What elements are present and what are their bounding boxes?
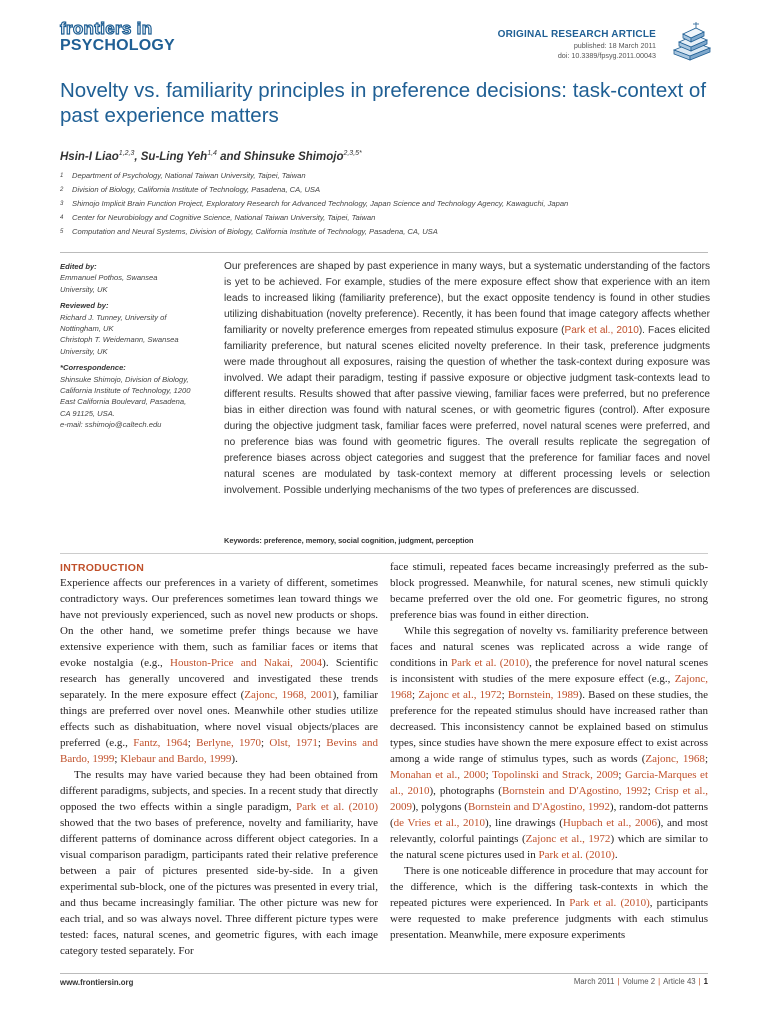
citation-link[interactable]: Monahan et al., 2000	[390, 769, 486, 781]
reviewer-line: University, UK	[60, 346, 108, 356]
section-divider	[60, 553, 708, 554]
citation-link[interactable]: Park et al. (2010)	[451, 657, 530, 669]
author-name: Hsin-I Liao	[60, 150, 119, 163]
paragraph: The results may have varied because they had been obtained from different paradigms, subjects, and species. In a recent study that directly opposed the two effects within a single paradigm, Park et al. (2010) showed that the two bases of preference, novelty and familiarity, have different patterns of dominance across different object categories. In a visual comparison paradigm, participants rated their relative preference between a pair of pictures presented side-by-side. In a given experimental sub-block, one of the pictures was presented in every trial, and thus became increasingly familiar. The other picture was new for each trial, and so was always novel. Three different picture types were tested: faces, natural scenes, and geometric figures, with each image category tested separately. For	[60, 769, 378, 957]
citation-link[interactable]: Zajonc, 1968	[390, 673, 708, 701]
published-date: published: 18 March 2011	[573, 41, 656, 50]
citation-link[interactable]: Park et al., 2010	[564, 325, 639, 336]
paragraph: Experience affects our preferences in a variety of different, sometimes contradictory ways. Our preferences sometimes lean toward things we have not previously experienced, such as novel new products or shops. On the other hand, we sometime prefer things because we have extensive experience with them, such as familiar faces or items that evoke nostalgia (e.g., Houston-Price and Nakai, 2004). Scientific research has generally uncovered and investigated these trends separately. In the mere exposure effect (Zajonc, 1968, 2001), familiar things are preferred over novel ones. Meanwhile other studies utilize effects such as dishabituation, where novel visual objects/places are preferred (e.g., Fantz, 1964; Berlyne, 1970; Olst, 1971; Bevins and Bardo, 1999; Klebaur and Bardo, 1999).	[60, 577, 378, 765]
editor-line: University, UK	[60, 284, 108, 294]
footer-divider	[60, 973, 708, 974]
affiliation: 4 Center for Neurobiology and Cognitive Science, National Taiwan University, Taipei, Taiwan	[60, 213, 376, 222]
footer-page-info: March 2011 | Volume 2 | Article 43 | 1	[573, 977, 708, 986]
reviewer-line: Richard J. Tunney, University of	[60, 312, 167, 322]
citation-link[interactable]: Bevins and Bardo, 1999	[60, 737, 378, 765]
footer-volume: Volume 2	[622, 977, 656, 986]
correspondence-line: East California Boulevard, Pasadena,	[60, 397, 187, 407]
article-info-sidebar	[60, 261, 215, 431]
correspondence-label: *Correspondence:	[60, 363, 126, 373]
body-column-left	[60, 575, 378, 959]
body-column-right	[390, 559, 708, 943]
author-list: Hsin-I Liao$^{1,2,3}$, Su-Ling Yeh$^{1,4}$ and Shinsuke Shimojo$^{2,3,5*}$	[60, 150, 362, 163]
keywords-label: Keywords:	[224, 536, 262, 545]
footer-date: March 2011	[573, 977, 615, 986]
paragraph: face stimuli, repeated faces became increasingly preferred as the sub-block progressed. Meanwhile, for natural scenes, new stimuli quickly became preferred over the old one. For geometric figures, no strong preference bias was found in either direction.	[390, 561, 708, 621]
journal-name-line1: frontiers in	[60, 19, 153, 38]
keywords-text: preference, memory, social cognition, judgment, perception	[261, 536, 474, 545]
citation-link[interactable]: Hupbach et al., 2006	[562, 817, 657, 829]
reviewer-line: Christoph T. Weidemann, Swansea	[60, 335, 179, 345]
citation-link[interactable]: Berlyne, 1970	[196, 737, 262, 749]
affiliation: 2 Division of Biology, California Institute of Technology, Pasadena, CA, USA	[60, 185, 321, 194]
affiliation: 5 Computation and Neural Systems, Division of Biology, California Institute of Technology, Pasadena, CA, USA	[60, 227, 438, 236]
citation-link[interactable]: Bornstein and D'Agostino, 1992	[467, 801, 610, 813]
affiliation-list	[60, 169, 720, 239]
reviewed-by-label: Reviewed by:	[60, 301, 109, 311]
citation-link[interactable]: Park et al. (2010)	[296, 801, 378, 813]
citation-link[interactable]: Crisp et al., 2009	[390, 785, 708, 813]
citation-link[interactable]: Zajonc, 1968	[645, 753, 705, 765]
correspondence-line: CA 91125, USA.	[60, 408, 115, 418]
citation-link[interactable]: Garcia-Marques et al., 2010	[390, 769, 708, 797]
footer-website-link[interactable]: www.frontiersin.org	[60, 978, 134, 987]
citation-link[interactable]: Bornstein, 1989	[507, 689, 579, 701]
header-divider	[60, 252, 708, 253]
correspondence-line: Shinsuke Shimojo, Division of Biology,	[60, 374, 189, 384]
journal-logo	[60, 20, 175, 54]
author-affil-sup: 2,3,5*	[343, 150, 362, 157]
author-affil-sup: 1,2,3	[118, 150, 135, 157]
page-number: 1	[703, 977, 708, 986]
citation-link[interactable]: Bornstein and D'Agostino, 1992	[501, 785, 648, 797]
article-meta	[498, 29, 656, 60]
correspondence-email[interactable]: e-mail: sshimojo@caltech.edu	[60, 420, 162, 430]
citation-link[interactable]: Klebaur and Bardo, 1999	[120, 753, 232, 765]
citation-link[interactable]: Fantz, 1964	[133, 737, 188, 749]
citation-link[interactable]: Park et al. (2010)	[569, 897, 650, 909]
citation-link[interactable]: Houston-Price and Nakai, 2004	[170, 657, 323, 669]
abstract: Our preferences are shaped by past experience in many ways, but a systematic understanding of the factors is yet to be achieved. For example, studies of the mere exposure effect show that experience with an item leads to increased liking (familiarity preference), but the exact opposite tendency is found in other studies utilizing dishabituation (novelty preference). Recently, it has been found that image category affects whether familiarity or novelty preference emerges from repeated stimulus exposure (Park et al., 2010). Faces elicited familiarity preference, but natural scenes elicited novelty preference. In their task, preference judgments were made throughout all exposures, raising the question of whether the task-context during exposure was involved. We adapt their paradigm, testing if passive exposure or objective judgment task-contexts lead to different results. Results showed that after passive viewing, familiar faces were preferred, but no preference bias in either direction was found with natural scenes, or with geometric figures (control). After exposure during the objective judgment task, familiar faces were preferred, novel natural scenes were preferred, and no preference bias was found with geometric figures. The overall results replicate the segregation of preference biases across object categories and suggest that the preference for familiar faces and novel natural scenes are modulated by task-context memory at different processing levels or selection involvement. Possible underlying mechanisms of the two types of preferences are discussed.	[224, 261, 710, 496]
reviewer-line: Nottingham, UK	[60, 324, 114, 334]
citation-link[interactable]: Olst, 1971	[269, 737, 318, 749]
paragraph: There is one noticeable difference in procedure that may account for the difference, which is the differing task-contexts in which the repeated pictures were experienced. In Park et al. (2010), participants were requested to make preference judgments with each stimulus presentation. Meanwhile, mere exposure experiments	[390, 865, 708, 941]
affiliation: 3 Shimojo Implicit Brain Function Project, Exploratory Research for Advanced Technology, Japan Science and Technology Agency, Kawaguchi, Japan	[60, 199, 569, 208]
citation-link[interactable]: Topolinski and Strack, 2009	[492, 769, 619, 781]
article-title: Novelty vs. familiarity principles in preference decisions: task-context of past experience matters	[60, 79, 707, 127]
footer-article: Article 43	[663, 977, 696, 986]
section-heading-introduction: INTRODUCTION	[60, 562, 145, 574]
doi: doi: 10.3389/fpsyg.2011.00043	[557, 51, 656, 60]
correspondence-line: California Institute of Technology, 1200	[60, 386, 191, 396]
author-affil-sup: 1,4	[207, 150, 217, 157]
stacked-layers-icon	[670, 20, 714, 62]
edited-by-label: Edited by:	[60, 262, 97, 271]
author-name: Su-Ling Yeh	[140, 150, 208, 163]
citation-link[interactable]: de Vries et al., 2010	[393, 817, 486, 829]
paragraph: While this segregation of novelty vs. familiarity preference between faces and natural scenes was replicated across a wide range of conditions in Park et al. (2010), the preference for novel natural scenes is inconsistent with studies of the mere exposure effect (e.g., Zajonc, 1968; Zajonc et al., 1972; Bornstein, 1989). Based on these studies, the preference for the repeated stimulus should have increased rather than decreased. This inconsistency cannot be explained based on stimulus types, since studies have shown the mere exposure effect to exist across among a wide range of stimulus types, such as words (Zajonc, 1968; Monahan et al., 2000; Topolinski and Strack, 2009; Garcia-Marques et al., 2010), photographs (Bornstein and D'Agostino, 1992; Crisp et al., 2009), polygons (Bornstein and D'Agostino, 1992), random-dot patterns (de Vries et al., 2010), line drawings (Hupbach et al., 2006), and most relevantly, colorful paintings (Zajonc et al., 1972) which are similar to the natural scene pictures used in Park et al. (2010).	[390, 625, 709, 861]
journal-name-line2: PSYCHOLOGY	[60, 37, 175, 54]
citation-link[interactable]: Park et al. (2010)	[538, 849, 615, 861]
article-type: ORIGINAL RESEARCH ARTICLE	[497, 29, 656, 40]
keywords	[224, 536, 474, 545]
citation-link[interactable]: Zajonc, 1968, 2001	[244, 689, 333, 701]
citation-link[interactable]: Zajonc et al., 1972	[525, 833, 611, 845]
affiliation: 1 Department of Psychology, National Taiwan University, Taipei, Taiwan	[60, 171, 306, 180]
citation-link[interactable]: Zajonc et al., 1972	[418, 689, 502, 701]
author-name: Shinsuke Shimojo	[243, 150, 344, 163]
editor-line: Emmanuel Pothos, Swansea	[60, 273, 158, 283]
